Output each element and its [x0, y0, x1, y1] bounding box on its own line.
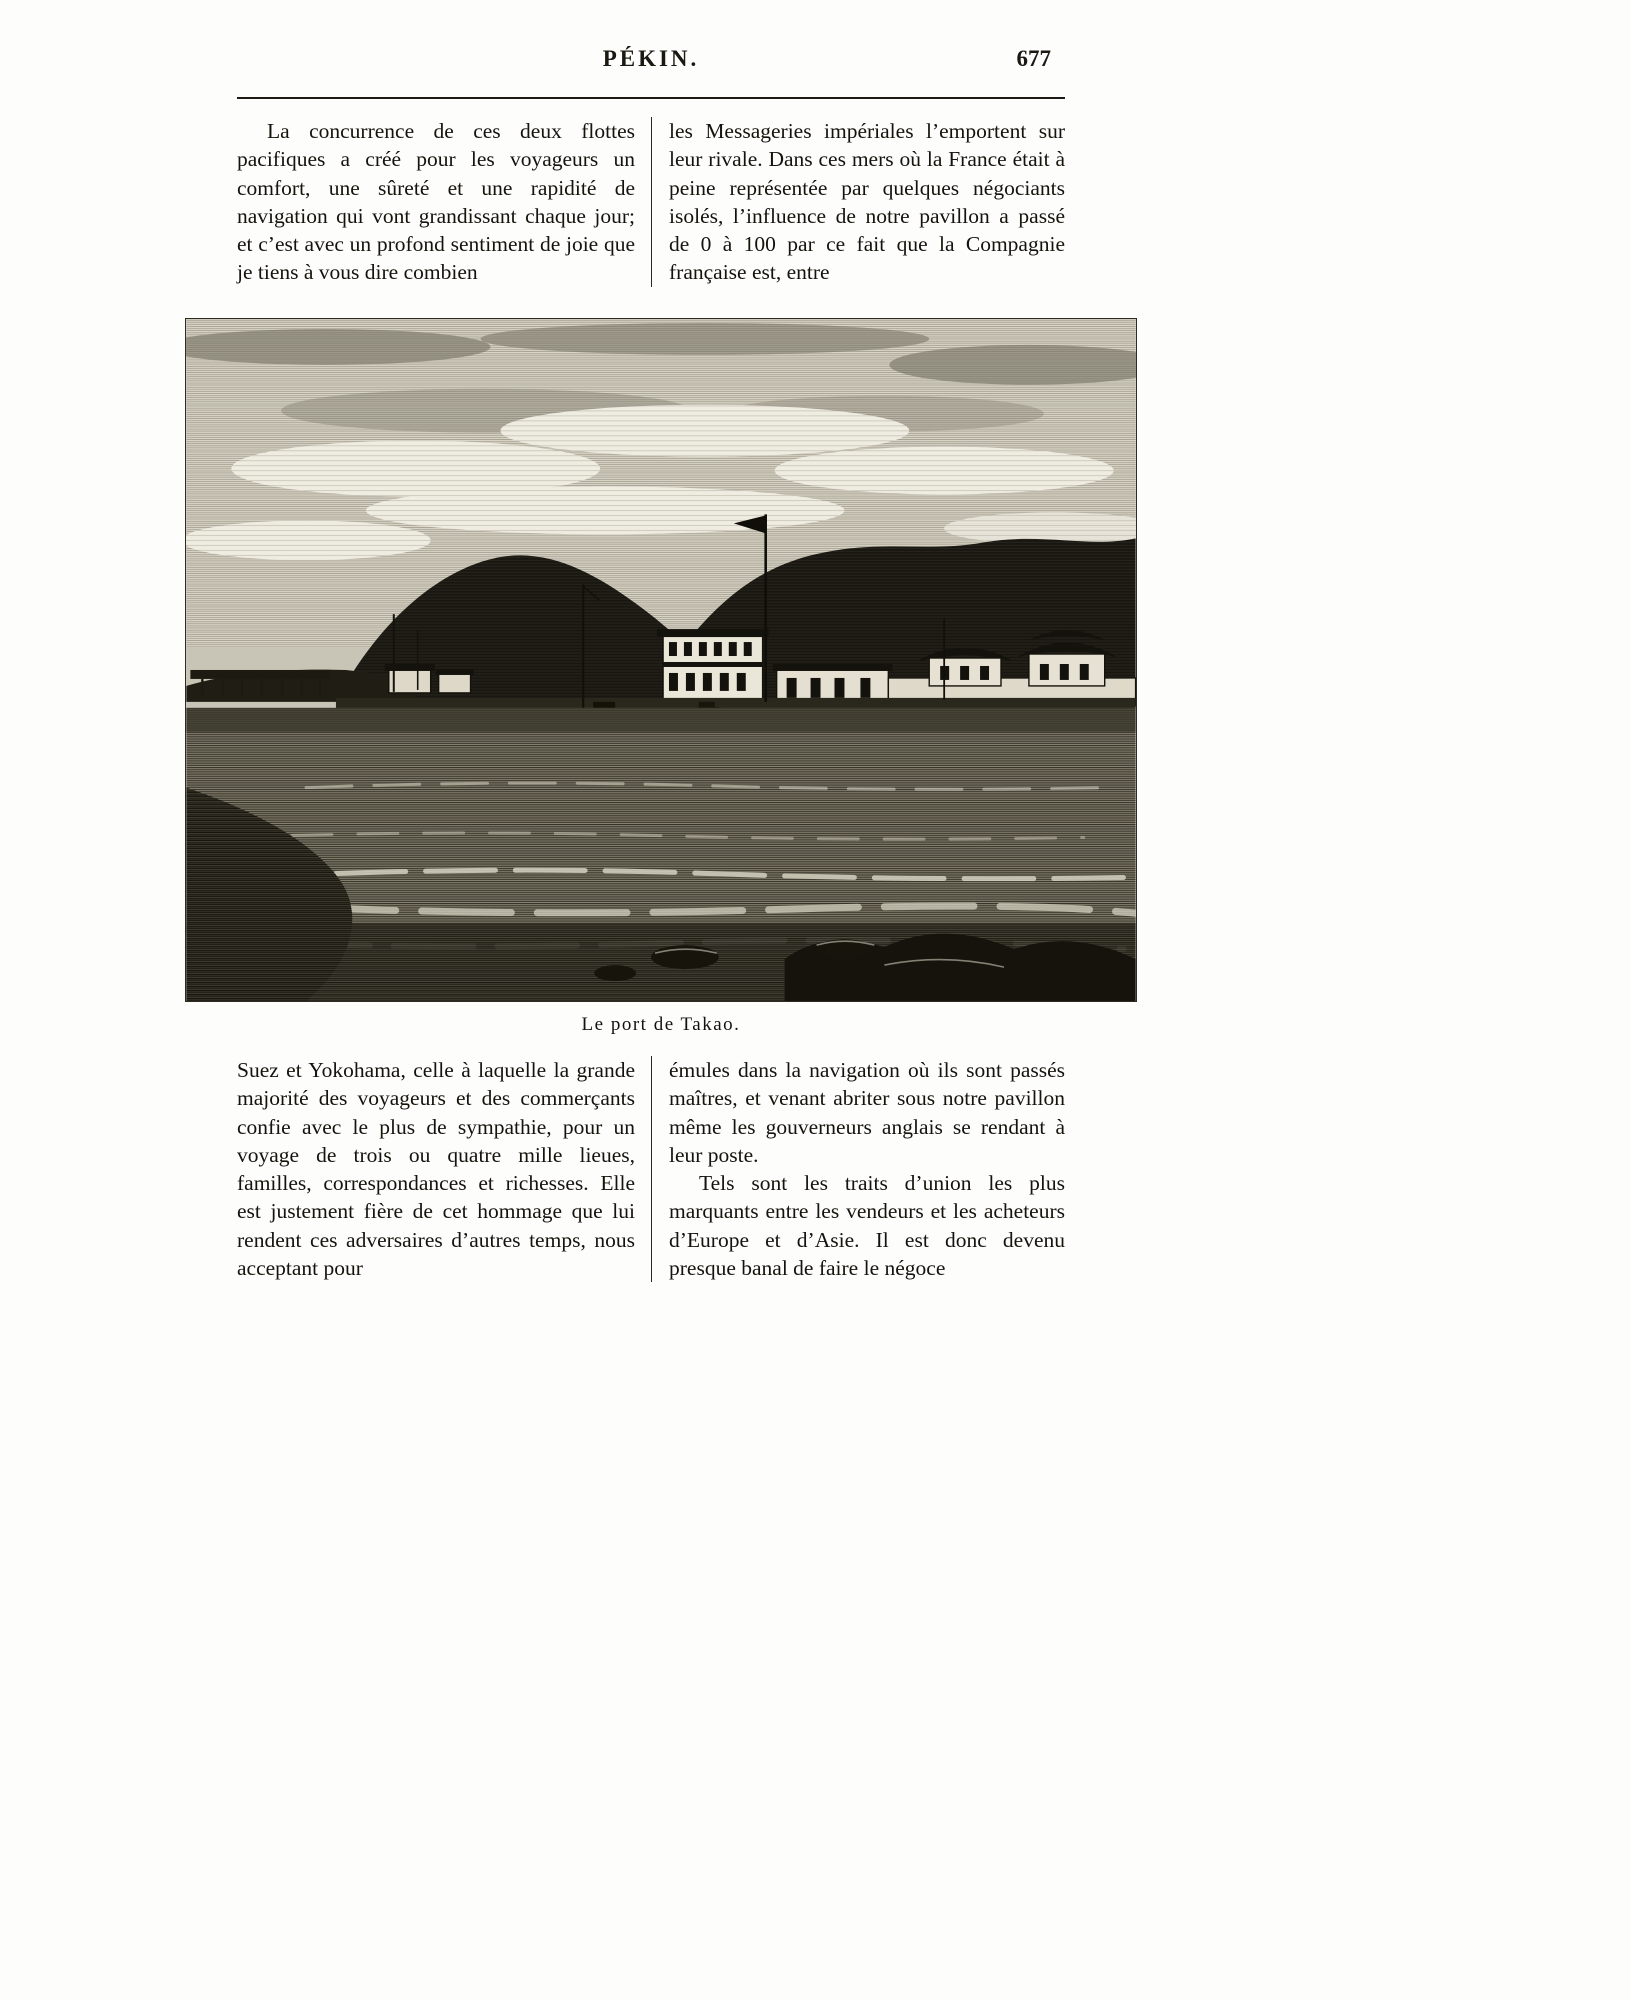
engraving-port-of-takao: [185, 318, 1137, 1002]
paragraph: émules dans la navigation où ils sont passés maîtres, et venant abriter sous notre pavillon même les gouverneurs anglais se rendant à leur poste.: [669, 1058, 1065, 1167]
paragraph: Suez et Yokohama, celle à laquelle la grande majorité des voyageurs et des commerçants confie avec le plus de sympathie, pour un voyage de trois ou quatre mille lieues, familles, correspondances et richesses. Elle est justement fière de cet hommage que lui rendent ces adversaires d’autres temps, nous acceptant pour: [237, 1058, 635, 1281]
page-number: 677: [1016, 46, 1051, 71]
paragraph: les Messageries impériales l’emportent sur leur rivale. Dans ces mers où la France était à peine représentée par quelques négociants isolés, l’influence de notre pavillon a passé de 0 à 100 par ce fait que la Compagnie française est, entre: [669, 119, 1065, 285]
column-right-bottom: [651, 1056, 1065, 1282]
column-right-top: [651, 117, 1065, 287]
text-block-top: [237, 117, 1065, 287]
running-header: [237, 46, 1065, 78]
page-title: PÉKIN.: [602, 46, 700, 71]
column-left-top: [237, 117, 651, 287]
column-left-bottom: [237, 1056, 651, 1282]
paragraph: La concurrence de ces deux flottes pacifiques a créé pour les voyageurs un comfort, une sûreté et une rapidité de navigation qui vont grandissant chaque jour; et c’est avec un profond sentiment de joie que je tiens à vous dire combien: [237, 119, 635, 285]
text-block-bottom: [237, 1056, 1065, 1282]
figure-caption: Le port de Takao.: [581, 1014, 741, 1035]
engraving-illustration: [186, 319, 1136, 1001]
paragraph: Tels sont les traits d’union les plus marquants entre les vendeurs et les acheteurs d’Europe et d’Asie. Il est donc devenu presque banal de faire le négoce: [669, 1171, 1065, 1281]
header-rule: [237, 97, 1065, 99]
